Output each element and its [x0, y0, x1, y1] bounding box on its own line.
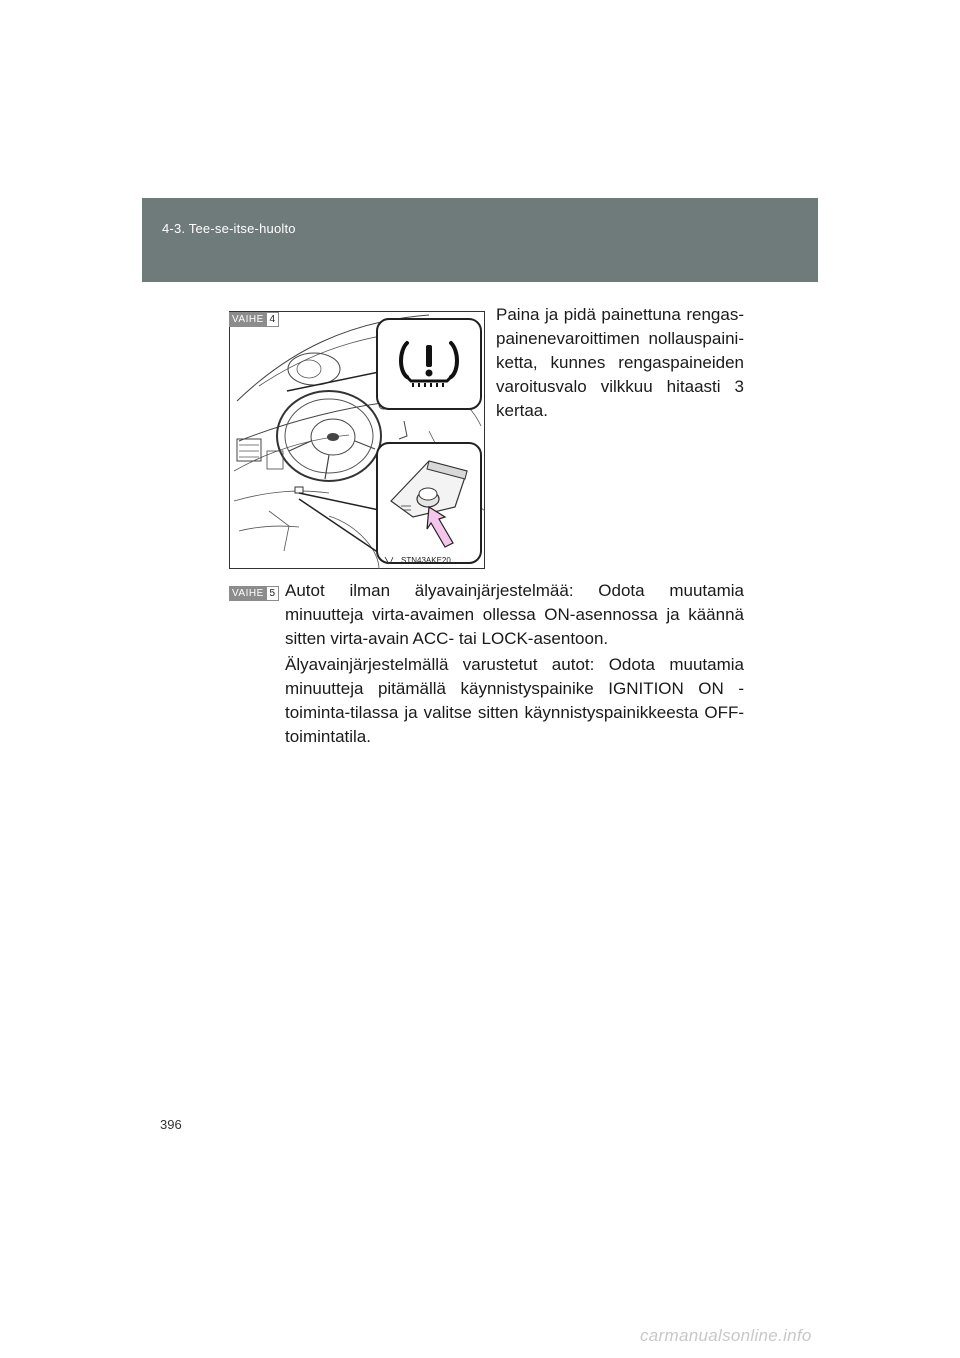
step-4-tag	[229, 312, 279, 327]
tpms-reset-figure	[229, 311, 485, 569]
section-header-band	[142, 198, 818, 282]
figure-code: STN43AKE20	[401, 556, 451, 565]
step-5-tag-word: VAIHE	[229, 586, 267, 601]
section-title: 4-3. Tee-se-itse-huolto	[162, 221, 296, 236]
step-5-paragraph-2: Älyavainjärjestelmällä varustetut autot: Odota muutamia minuutteja pitämällä käynnistyspainike IGNITION ON -toiminta-tilassa ja valitse sitten käynnistyspainikkeesta OFF-toimintatila.	[285, 655, 744, 746]
step-5-paragraph-1: Autot ilman älyavainjärjestelmää: Odota muutamia minuutteja virta-avaimen ollessa ON-asennossa ja käännä sitten virta-avain ACC- tai LOCK-asentoon.	[285, 581, 744, 648]
watermark: carmanualsonline.info	[640, 1326, 812, 1345]
page-number: 396	[160, 1117, 182, 1132]
step-4-tag-word: VAIHE	[229, 312, 267, 327]
dashboard-illustration	[229, 311, 485, 569]
step-5-tag	[229, 586, 279, 601]
step-4-tag-number: 4	[267, 312, 279, 327]
step-5-tag-number: 5	[267, 586, 279, 601]
step-4-text: Paina ja pidä painettuna rengas-painenevaroittimen nollauspaini-ketta, kunnes rengaspaineiden varoitusvalo vilkkuu hitaasti 3 kertaa.	[496, 305, 744, 420]
